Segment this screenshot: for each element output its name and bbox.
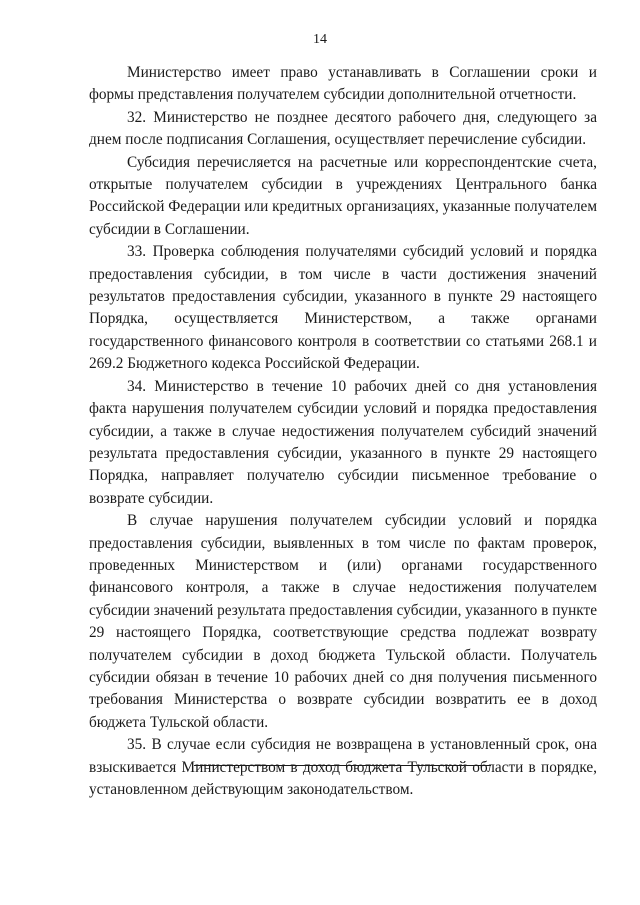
paragraph-reporting-terms: Министерство имеет право устанавливать в Соглашении сроки и формы представления получателем субсидии дополнительной отчетности. [89, 64, 597, 104]
paragraph-refund-case: В случае нарушения получателем субсидии условий и порядка предоставления субсидии, выявленных в том числе по фактам проверок, проведенных Министерством и (или) органами государственного финансового контроля, а также в случае недостижения получателем субсидии значений результата предоставления субсидии, указанного в пункте 29 настоящего Порядка, соответствующие средства подлежат возврату получателем субсидии в доход бюджета Тульской области. Получатель субсидии обязан в течение 10 рабочих дней со дня получения письменного требования Министерства о возврате субсидии возвратить ее в доход бюджета Тульской области. [89, 512, 597, 731]
paragraph-33: 33. Проверка соблюдения получателями субсидий условий и порядка предоставления субсидии, в том числе в части достижения значений результатов предоставления субсидии, указанного в пункте 29 настоящего Порядка, осуществляется Министерством, а также органами государственного финансового контроля в соответствии со статьями 268.1 и 269.2 Бюджетного кодекса Российской Федерации. [89, 243, 597, 373]
paragraph-32: 32. Министерство не позднее десятого рабочего дня, следующего за днем после подписания Соглашения, осуществляет перечисление субсидии. [89, 108, 597, 149]
end-separator-line [194, 765, 491, 766]
paragraph-34: 34. Министерство в течение 10 рабочих дней со дня установления факта нарушения получателем субсидии условий и порядка предоставления субсидии, а также в случае недостижения получателем субсидий значений результата предоставления субсидии, указанного в пункте 29 настоящего Порядка, направляет получателю субсидии письменное требование о возврате субсидии. [89, 377, 597, 507]
page-number: 14 [313, 32, 327, 47]
paragraph-35: 35. В случае если субсидия не возвращена в установленный срок, она взыскивается Министерством в доход бюджета Тульской области в порядке, установленном действующим законодательством. [89, 736, 597, 798]
paragraph-accounts: Субсидия перечисляется на расчетные или корреспондентские счета, открытые получателем субсидии в учреждениях Центрального банка Российской Федерации или кредитных организациях, указанные получателем субсидии в Соглашении. [89, 153, 597, 238]
document-body [89, 62, 597, 801]
